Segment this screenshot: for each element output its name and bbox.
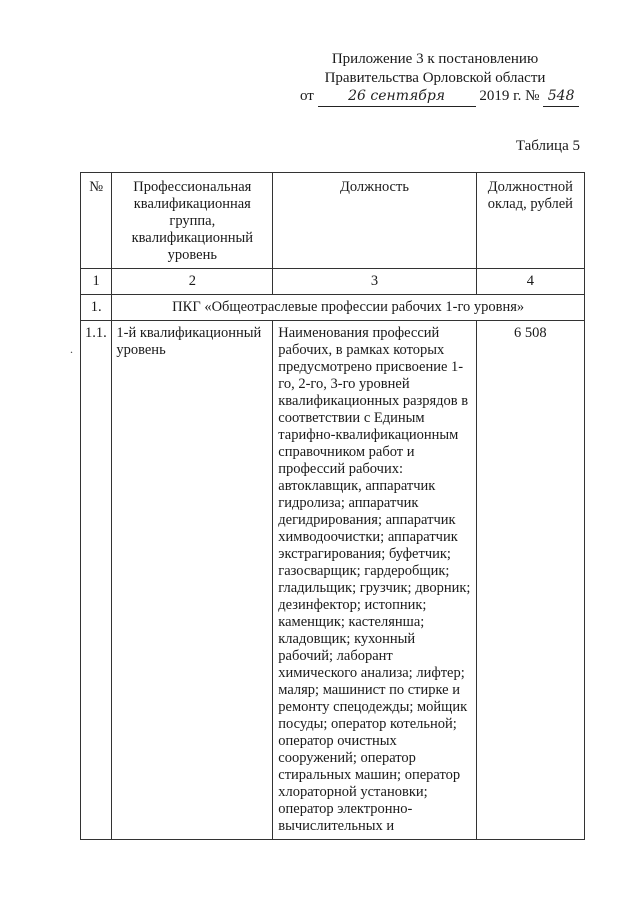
column-number: 4	[476, 269, 584, 295]
ot-label: от	[300, 88, 314, 104]
appendix-line-1: Приложение 3 к постановлению	[331, 51, 539, 67]
header-number: №	[81, 173, 112, 269]
appendix-header	[300, 50, 575, 107]
group-title: ПКГ «Общеотраслевые профессии рабочих 1-го уровня»	[112, 295, 585, 321]
header-position: Должность	[273, 173, 476, 269]
column-number: 2	[112, 269, 273, 295]
column-number-row	[81, 269, 585, 295]
group-row	[81, 295, 585, 321]
table-row	[81, 321, 585, 840]
group-number: 1.	[81, 295, 112, 321]
year-and-number-label: 2019 г. №	[479, 88, 540, 104]
column-number: 1	[81, 269, 112, 295]
qualification-level: 1-й квалификационный уровень	[112, 321, 273, 840]
positions-list: Наименования профессий рабочих, в рамках которых предусмотрено присвоение 1-го, 2-го, 3-го уровней квалификационных разрядов в соответствии с Единым тарифно-квалификационным справочником работ и профессий рабочих: автоклавщик, аппаратчик гидролиза; аппаратчик дегидрирования; аппаратчик химводоочистки; аппаратчик экстрагирования; буфетчик; газосварщик; гардеробщик; гладильщик; грузчик; дворник; дезинфектор; истопник; каменщик; кастелянша; кладовщик; кухонный рабочий; лаборант химического анализа; лифтер; маляр; машинист по стирке и ремонту спецодежды; мойщик посуды; оператор котельной; оператор очистных сооружений; оператор стиральных машин; оператор хлораторной установки; оператор электронно-вычислительных и	[273, 321, 476, 840]
order-reference	[300, 87, 575, 107]
salary-table	[80, 172, 585, 840]
row-number: 1.1.	[81, 321, 112, 840]
column-number: 3	[273, 269, 476, 295]
header-salary: Должностной оклад, рублей	[476, 173, 584, 269]
header-qualification-group: Профессиональная квалификационная группа, квалификационный уровень	[112, 173, 273, 269]
handwritten-date: 26 сентября	[318, 87, 476, 107]
appendix-line-2: Правительства Орловской области	[324, 69, 546, 86]
handwritten-number: 548	[543, 87, 579, 107]
salary-value: 6 508	[476, 321, 584, 840]
table-header-row	[81, 173, 585, 269]
margin-mark: .	[70, 342, 73, 356]
table-label: Таблица 5	[515, 138, 580, 154]
